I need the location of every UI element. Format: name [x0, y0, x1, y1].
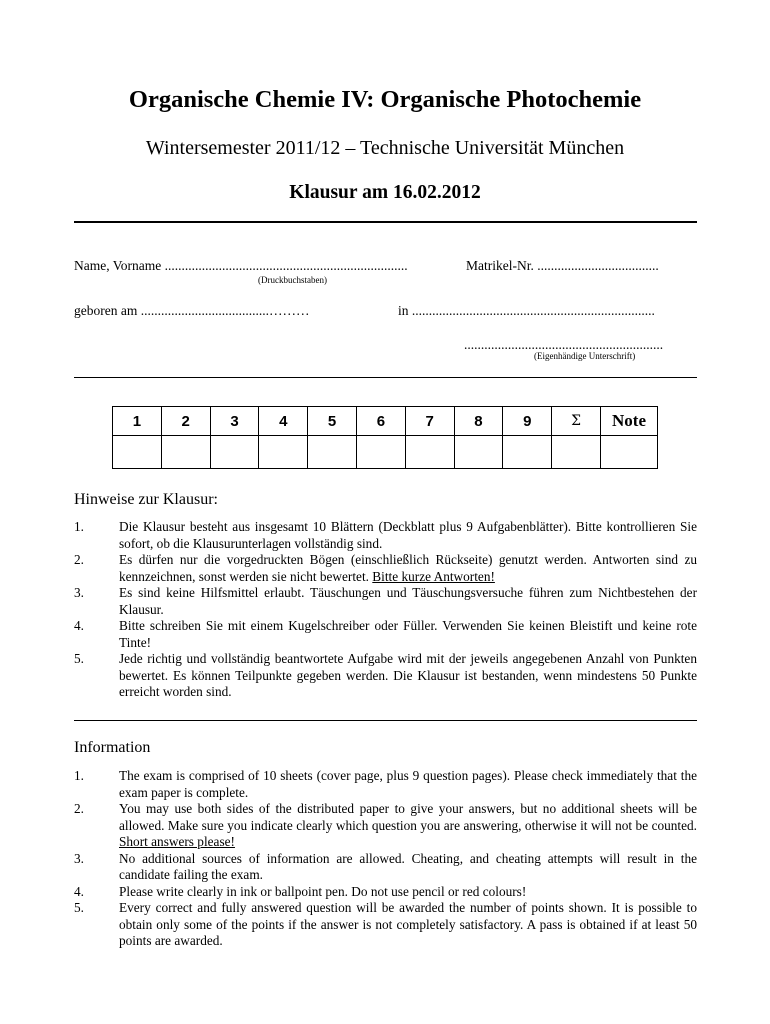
grade-header-8: 8 — [454, 407, 503, 436]
grade-score-cell[interactable] — [210, 436, 259, 469]
signature-field[interactable]: ........................................................... — [464, 337, 664, 352]
grade-header-2: 2 — [161, 407, 210, 436]
grade-score-cell[interactable] — [259, 436, 308, 469]
list-item-number: 2. — [74, 552, 84, 567]
list-item — [74, 884, 697, 901]
list-item — [74, 801, 697, 851]
grade-header-5: 5 — [308, 407, 357, 436]
list-item-text: The exam is comprised of 10 sheets (cover page, plus 9 question pages). Please check immediately that the exam paper is complete. — [119, 768, 697, 800]
hinweise-heading: Hinweise zur Klausur: — [74, 491, 218, 508]
list-item — [74, 651, 697, 701]
list-item — [74, 851, 697, 884]
information-heading: Information — [74, 739, 151, 756]
grade-score-cell[interactable] — [308, 436, 357, 469]
grade-score-cell[interactable] — [454, 436, 503, 469]
list-item-emphasis: Short answers please! — [119, 834, 235, 849]
birthdate-field[interactable]: geboren am ......................................……… — [74, 303, 310, 318]
grade-header-1: 1 — [113, 407, 162, 436]
grade-header-4: 4 — [259, 407, 308, 436]
list-item-text: Please write clearly in ink or ballpoint pen. Do not use pencil or red colours! — [119, 883, 527, 899]
list-item-text: Die Klausur besteht aus insgesamt 10 Blättern (Deckblatt plus 9 Aufgabenblätter). Bitte kontrollieren Sie sofort, ob die Klausurunterlagen vollständig sind. — [119, 519, 697, 551]
grade-score-cell[interactable] — [552, 436, 601, 469]
list-item-number: 1. — [74, 519, 84, 534]
list-item-text: Jede richtig und vollständig beantwortete Aufgabe wird mit der jeweils angegebenen Anzahl von Punkten bewertet. Es können Teilpunkte gegeben werden. Die Klausur ist bestanden, wenn mindestens 50 Punkte erreicht worden sind. — [119, 651, 697, 699]
list-item — [74, 618, 697, 651]
list-item-text: No additional sources of information are allowed. Cheating, and cheating attempts will result in the candidate failing the exam. — [119, 850, 697, 882]
page-title: Organische Chemie IV: Organische Photochemie — [128, 86, 642, 113]
grade-header-6: 6 — [356, 407, 405, 436]
grade-header-10: Σ — [552, 407, 601, 436]
list-item-number: 2. — [74, 801, 84, 816]
page-subtitle: Wintersemester 2011/12 – Technische Universität München — [145, 137, 625, 159]
grade-header-9: 9 — [503, 407, 552, 436]
grade-score-cell[interactable] — [503, 436, 552, 469]
list-item-number: 4. — [74, 618, 84, 633]
list-item — [74, 585, 697, 618]
name-field[interactable]: Name, Vorname ........................................................................ — [74, 258, 408, 273]
grade-table-score-row — [113, 436, 658, 469]
list-item-number: 4. — [74, 883, 84, 899]
list-item-number: 5. — [74, 651, 84, 666]
birthplace-field[interactable]: in ........................................................................ — [398, 303, 655, 318]
list-item-text: Es dürfen nur die vorgedruckten Bögen (einschließlich Rückseite) genutzt werden. Antworten sind zu kennzeichnen, sonst werden sie nicht bewertet. — [119, 552, 697, 584]
list-item-emphasis: Bitte kurze Antworten! — [372, 568, 495, 584]
list-item-text: Every correct and fully answered question will be awarded the number of points shown. It is possible to obtain only some of the points if the answer is not completely satisfactory. A pass is obtained if at least 50 points are awarded. — [119, 900, 697, 948]
grade-score-cell[interactable] — [113, 436, 162, 469]
grade-table-header — [113, 407, 658, 436]
list-item — [74, 552, 697, 585]
list-item-number: 3. — [74, 850, 84, 866]
grade-score-cell[interactable] — [356, 436, 405, 469]
information-list — [74, 768, 697, 950]
hinweise-list — [74, 519, 697, 701]
grade-header-11: Note — [601, 407, 658, 436]
list-item-number: 1. — [74, 768, 84, 783]
grade-header-7: 7 — [405, 407, 454, 436]
grade-score-cell[interactable] — [405, 436, 454, 469]
grade-header-3: 3 — [210, 407, 259, 436]
name-hint: (Druckbuchstaben) — [258, 275, 327, 285]
list-item-text: Es sind keine Hilfsmittel erlaubt. Täuschungen und Täuschungsversuche führen zum Nichtbestehen der Klausur. — [119, 585, 697, 617]
list-item-text: Bitte schreiben Sie mit einem Kugelschreiber oder Füller. Verwenden Sie keinen Bleistift und keine rote Tinte! — [119, 618, 697, 650]
header-divider — [74, 221, 697, 223]
matrikel-field[interactable]: Matrikel-Nr. .................................... — [466, 258, 659, 273]
form-divider — [74, 377, 697, 378]
section-divider — [74, 720, 697, 721]
exam-date-heading: Klausur am 16.02.2012 — [289, 182, 481, 203]
list-item-number: 3. — [74, 585, 84, 600]
list-item-text: You may use both sides of the distributed paper to give your answers, but no additional sheets will be allowed. Make sure you indicate clearly which question you are answering, otherwise it will not be counted. — [119, 801, 697, 833]
list-item — [74, 900, 697, 950]
grade-score-cell[interactable] — [161, 436, 210, 469]
list-item-number: 5. — [74, 900, 84, 915]
grade-table — [112, 406, 658, 469]
list-item — [74, 768, 697, 801]
list-item — [74, 519, 697, 552]
grade-score-cell[interactable] — [601, 436, 658, 469]
signature-hint: (Eigenhändige Unterschrift) — [534, 351, 636, 361]
